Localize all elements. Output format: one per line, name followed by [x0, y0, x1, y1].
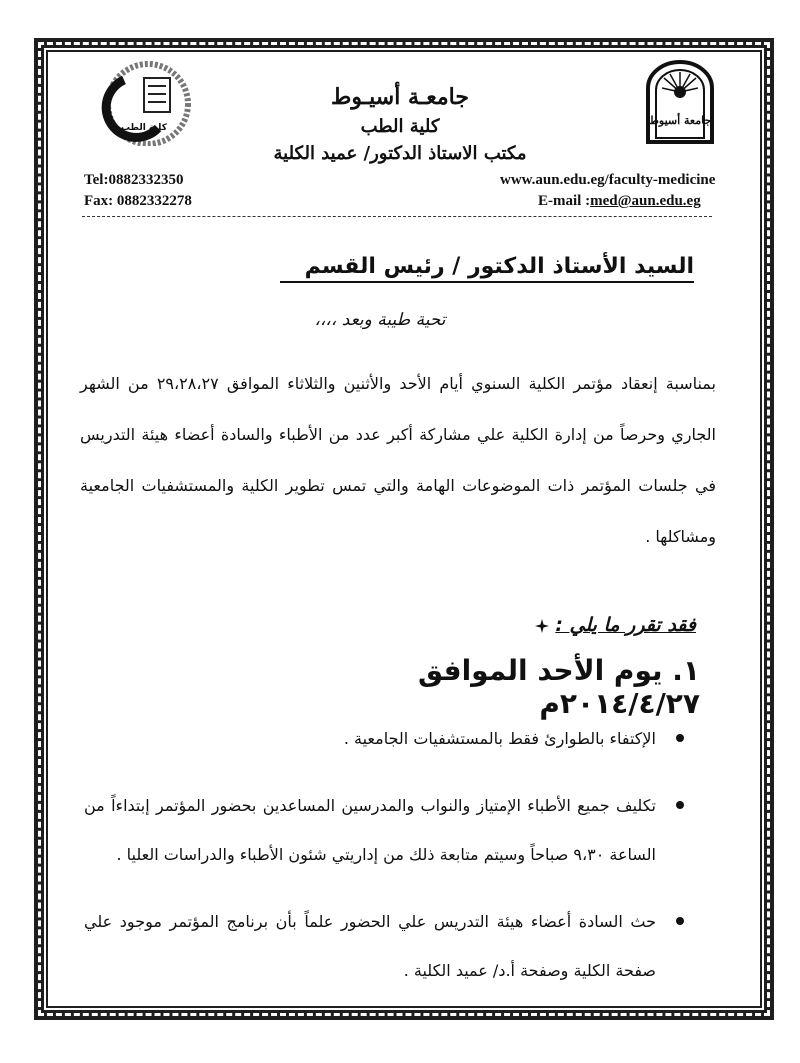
fax: Fax: 0882332278	[84, 193, 192, 209]
greeting: تحية طيبة وبعد ،،،،	[314, 310, 446, 330]
university-name: جامعـة أسيـوط	[331, 84, 469, 110]
email-label: E-mail :	[538, 193, 591, 209]
email-line	[538, 193, 701, 210]
bullet-dot-icon	[676, 734, 684, 742]
list-item	[84, 897, 684, 995]
university-logo	[640, 58, 720, 146]
cross-bullet-icon	[535, 619, 549, 633]
decision-list	[84, 714, 684, 995]
telephone: Tel:0882332350	[84, 172, 184, 188]
letter-body: بمناسبة إنعقاد مؤتمر الكلية السنوي أيام الأحد والأثنين والثلاثاء الموافق ٢٩،٢٨،٢٧ من الشهر الجاري وحرصاً من إدارة الكلية علي مشاركة أكبر عدد من الأطباء والسادة أعضاء هيئة التدريس في جلسات المؤتمر ذات الموضوعات الهامة والتي تمس تطوير الكلية والمستشفيات الجامعية ومشاكلها .	[80, 374, 717, 546]
faculty-name: كلية الطب	[360, 116, 440, 137]
list-item-text: تكليف جميع الأطباء الإمتياز والنواب والمدرسين المساعدين بحضور المؤتمر إبتداءاً من الساعة ٩،٣٠ صباحاً وسيتم متابعة ذلك من إداريتي شئون الأطباء والدراسات العليا .	[84, 796, 656, 864]
faculty-logo	[96, 58, 200, 146]
university-logo-text: جامعة أسيوط	[648, 114, 712, 127]
list-item	[84, 781, 684, 879]
decision-heading	[500, 614, 696, 636]
salutation: السيد الأستاذ الدكتور / رئيس القسم	[280, 254, 694, 283]
header-divider	[82, 216, 712, 217]
office-name: مكتب الاستاذ الدكتور/ عميد الكلية	[273, 143, 527, 164]
list-item	[84, 714, 684, 763]
day-heading: ١. يوم الأحد الموافق ٢٠١٤/٤/٢٧م	[418, 654, 700, 720]
list-item-text: الإكتفاء بالطوارئ فقط بالمستشفيات الجامعية .	[343, 729, 656, 748]
decision-heading-text: فقد تقرر ما يلي :	[555, 614, 696, 636]
bullet-dot-icon	[676, 917, 684, 925]
faculty-logo-text: كلية الطب	[121, 123, 167, 133]
list-item-text: حث السادة أعضاء هيئة التدريس علي الحضور علماً بأن برنامج المؤتمر موجود علي صفحة الكلية وصفحة أ.د/ عميد الكلية .	[84, 912, 656, 980]
website-link[interactable]: www.aun.edu.eg/faculty-medicine	[500, 172, 716, 188]
bullet-dot-icon	[676, 801, 684, 809]
email-link[interactable]: med@aun.edu.eg	[590, 193, 701, 209]
